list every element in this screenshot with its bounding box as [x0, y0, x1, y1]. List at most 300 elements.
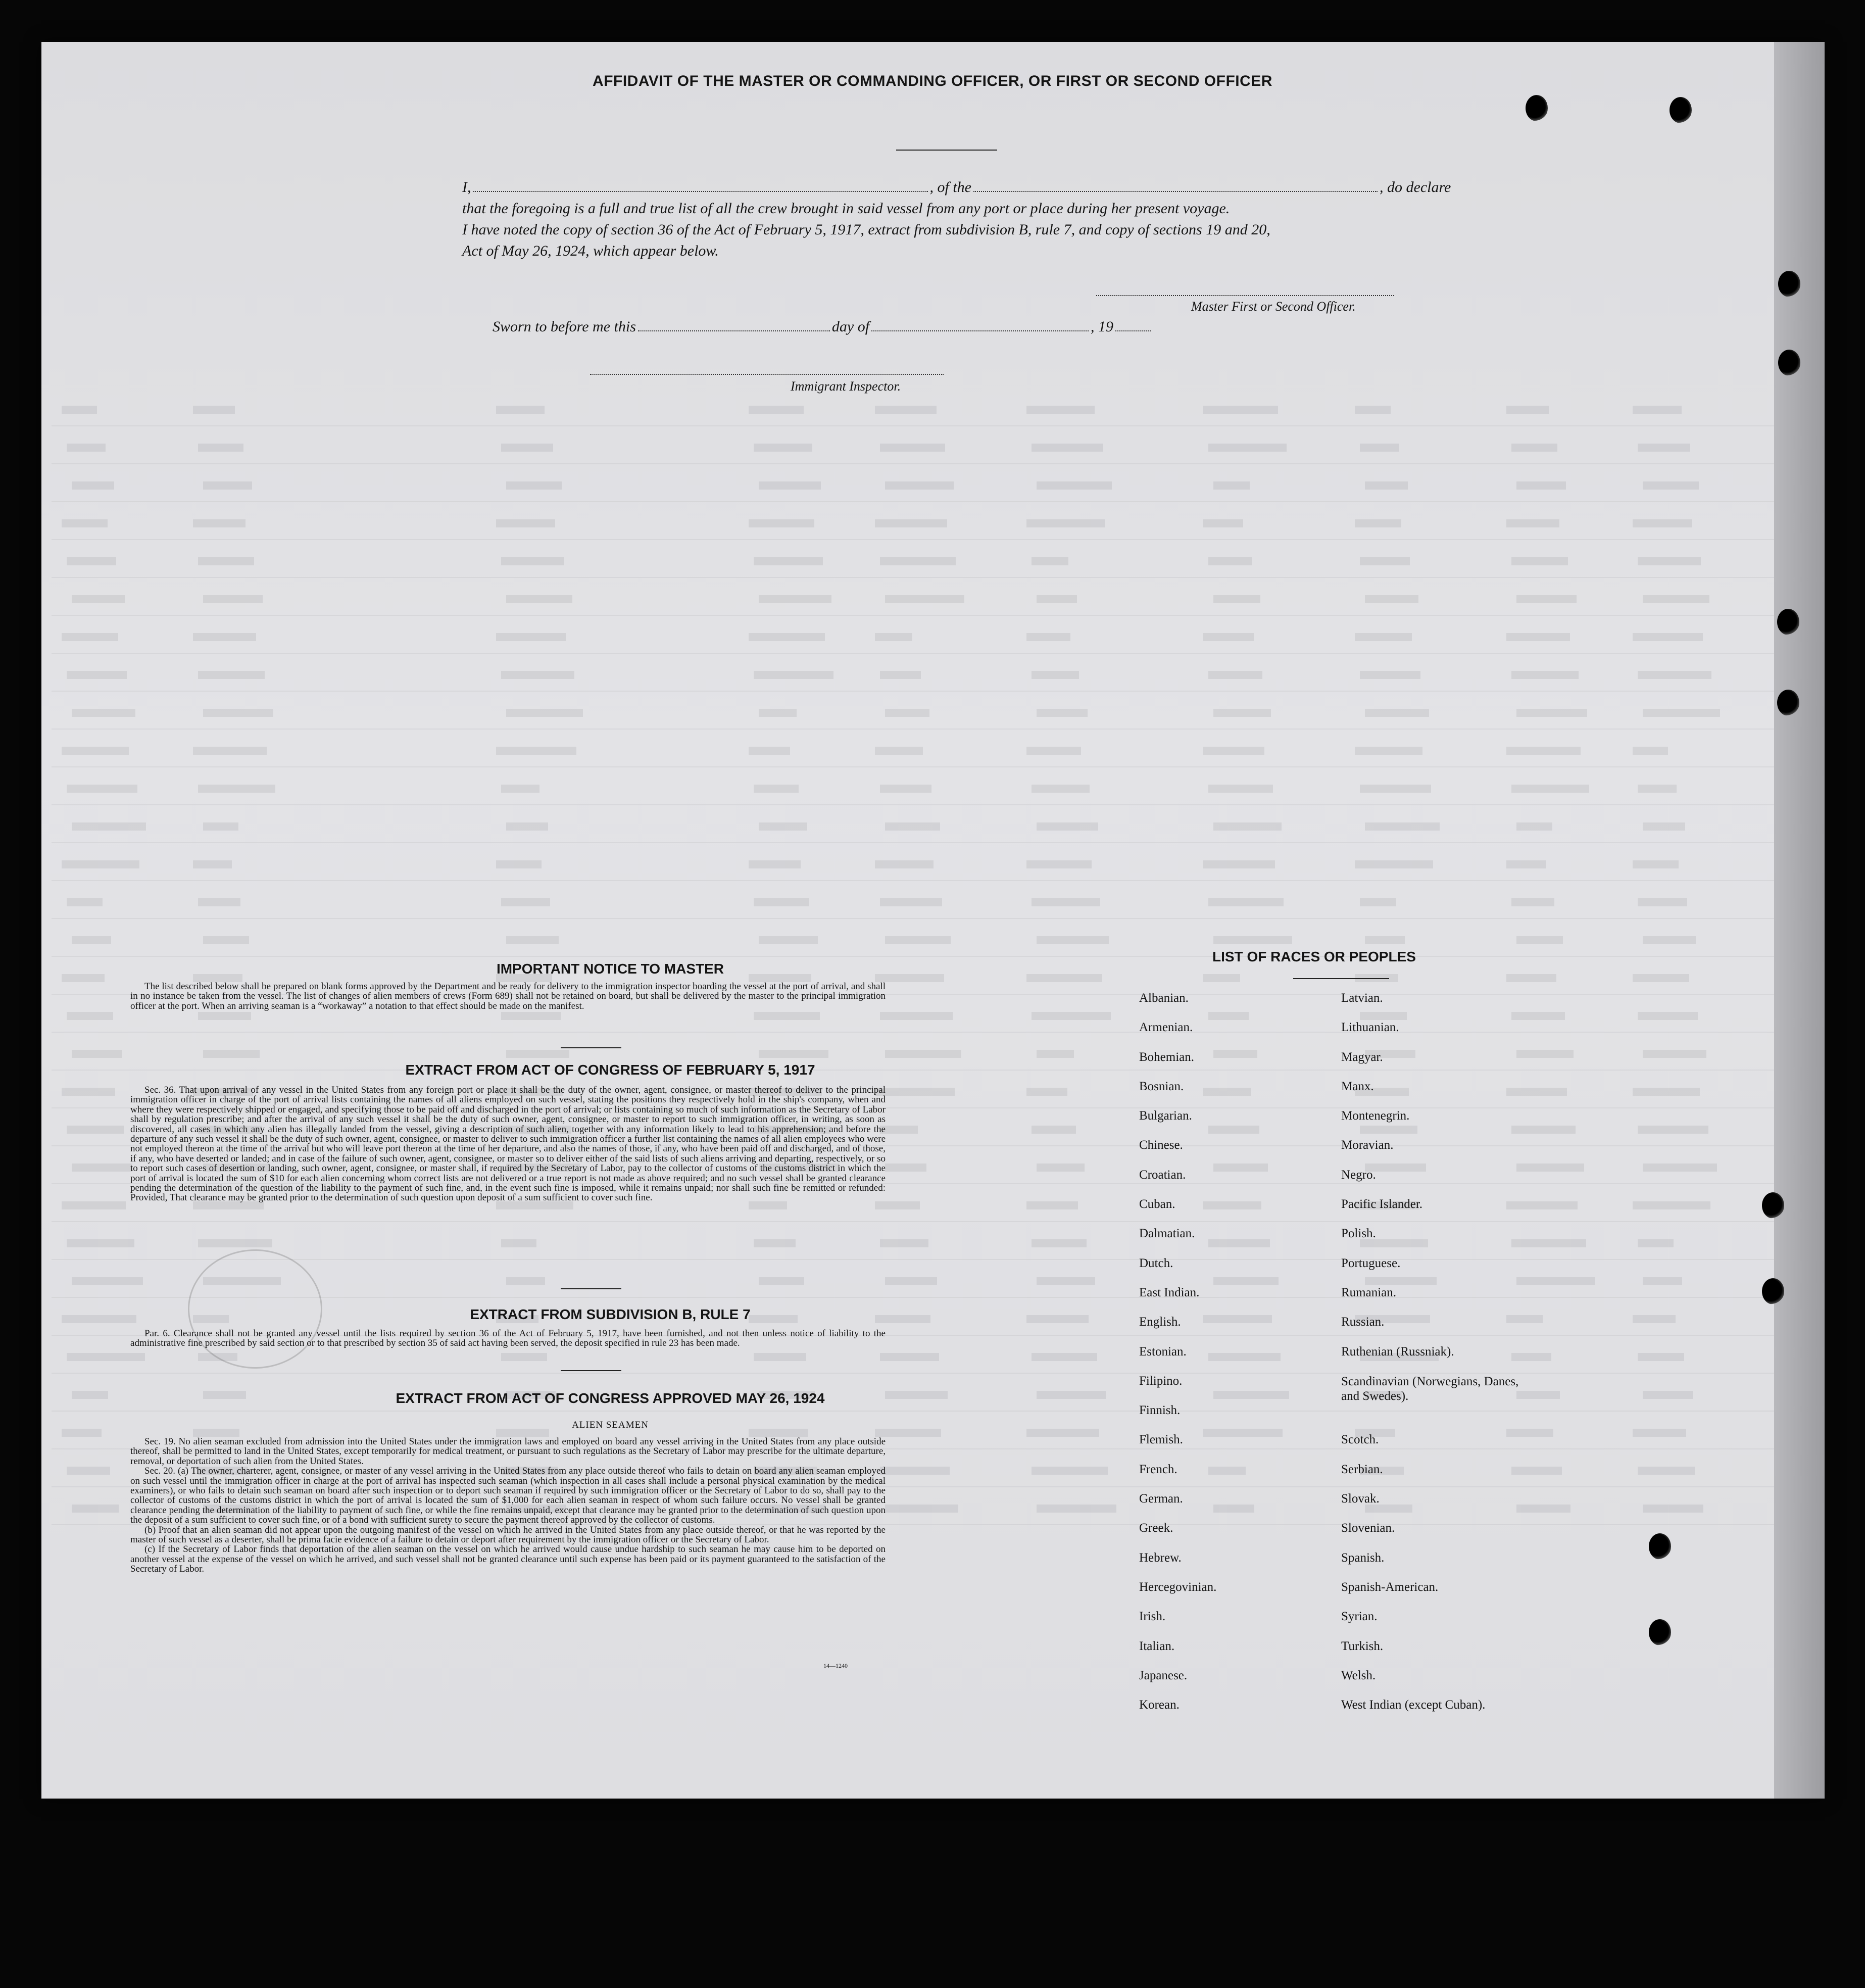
- bleed-mark: [1511, 898, 1554, 906]
- master-caption: Master First or Second Officer.: [1191, 299, 1356, 314]
- bleed-mark: [759, 1050, 828, 1058]
- bleed-mark: [501, 671, 574, 679]
- bleed-mark: [193, 860, 232, 868]
- bleed-mark: [198, 444, 243, 452]
- bleed-mark: [62, 1429, 102, 1437]
- race-item: Scotch.: [1341, 1433, 1379, 1447]
- bleed-mark: [1032, 1239, 1087, 1247]
- bleed-mark: [1360, 444, 1399, 452]
- race-item: French.: [1139, 1462, 1177, 1476]
- bleed-mark: [1026, 1315, 1089, 1323]
- declaration-text-4: Act of May 26, 1924, which appear below.: [462, 243, 719, 259]
- bleed-mark: [1032, 1126, 1076, 1134]
- bleed-mark: [506, 595, 572, 603]
- bleed-mark: [1213, 1391, 1289, 1399]
- bleed-mark: [1638, 1239, 1674, 1247]
- bleed-mark: [880, 444, 945, 452]
- bleed-mark: [1638, 1353, 1684, 1361]
- bleed-mark: [203, 936, 249, 944]
- bleed-mark: [759, 481, 821, 490]
- bleed-mark: [1203, 974, 1240, 982]
- bleed-mark: [1026, 519, 1105, 527]
- bleed-mark: [754, 898, 809, 906]
- race-item: Bohemian.: [1139, 1050, 1195, 1064]
- bleed-mark: [1506, 747, 1581, 755]
- bleed-mark: [1643, 1391, 1693, 1399]
- race-item: Greek.: [1139, 1521, 1173, 1535]
- bleed-mark: [1638, 444, 1690, 452]
- bleed-mark: [1032, 898, 1100, 906]
- races-title: LIST OF RACES OR PEOPLES: [1212, 949, 1416, 964]
- race-item: Hercegovinian.: [1139, 1580, 1217, 1594]
- bleed-mark: [759, 709, 797, 717]
- bleed-mark: [1638, 785, 1677, 793]
- bleed-mark: [1203, 519, 1243, 527]
- bleed-mark: [1208, 785, 1273, 793]
- bleed-mark: [506, 1050, 569, 1058]
- bleed-mark: [72, 1277, 143, 1285]
- bleed-mark: [759, 936, 818, 944]
- divider: [896, 150, 997, 151]
- bleed-mark: [1037, 1277, 1095, 1285]
- race-item: Magyar.: [1341, 1050, 1383, 1064]
- divider: [561, 1370, 621, 1371]
- bleed-mark: [754, 557, 823, 565]
- race-item: Syrian.: [1341, 1610, 1378, 1624]
- bleed-mark: [1026, 1088, 1067, 1096]
- declare-label: , do declare: [1380, 179, 1451, 196]
- race-item: Hebrew.: [1139, 1550, 1182, 1565]
- bleed-mark: [67, 785, 137, 793]
- bleed-mark: [1633, 406, 1682, 414]
- form-number: 14—1240: [823, 1662, 848, 1669]
- race-item: Scandinavian (Norwegians, Danes, and Swedes).: [1341, 1374, 1519, 1403]
- bleed-mark: [1643, 595, 1709, 603]
- race-item: Flemish.: [1139, 1433, 1183, 1447]
- race-item: Dutch.: [1139, 1256, 1173, 1270]
- bleed-mark: [67, 1467, 110, 1475]
- bleed-mark: [1026, 1201, 1078, 1209]
- month-field[interactable]: [871, 328, 1089, 331]
- race-item: Armenian.: [1139, 1021, 1193, 1035]
- bleed-mark: [1643, 1163, 1717, 1172]
- bleed-mark: [754, 1012, 820, 1020]
- bleed-mark: [506, 936, 559, 944]
- race-item: Rumanian.: [1341, 1285, 1397, 1299]
- bleed-mark: [1633, 1315, 1676, 1323]
- bleed-mark: [72, 595, 125, 603]
- bleed-mark: [880, 1239, 928, 1247]
- bleed-mark: [1633, 633, 1703, 641]
- bleed-mark: [1638, 1126, 1708, 1134]
- bleed-mark: [1365, 709, 1429, 717]
- bleed-mark: [1208, 444, 1287, 452]
- bleed-mark: [1208, 671, 1262, 679]
- bleed-mark: [1633, 974, 1689, 982]
- race-item: Latvian.: [1341, 991, 1383, 1005]
- bleed-mark: [193, 633, 256, 641]
- bleed-mark: [754, 1353, 806, 1361]
- bleed-mark: [72, 936, 111, 944]
- bleed-mark: [198, 1239, 272, 1247]
- bleed-mark: [501, 557, 564, 565]
- declaration-line: [462, 180, 1451, 195]
- bleed-mark: [885, 1050, 961, 1058]
- bleed-mark: [67, 1126, 124, 1134]
- bleed-mark: [880, 898, 942, 906]
- bleed-mark: [203, 595, 263, 603]
- race-item: Russian.: [1341, 1315, 1385, 1329]
- race-item: English.: [1139, 1315, 1181, 1329]
- bleed-mark: [1026, 1429, 1099, 1437]
- bleed-mark: [1638, 557, 1701, 565]
- name-field[interactable]: [473, 189, 928, 192]
- section-19-text: Sec. 19. No alien seaman excluded from admission into the United States under the immigration laws and employed on board any vessel arriving in the United States from any place outside thereof, shall be permitted to land in the United States, except temporarily for medical treatment, or pursuant to such regulations as the Secretary of Labor may prescribe for the ultimate departure, removal, or deportation of such alien from the United States.: [130, 1436, 886, 1467]
- bleed-mark: [749, 519, 814, 527]
- bleed-mark: [749, 406, 804, 414]
- bleed-mark: [72, 1391, 108, 1399]
- bleed-mark: [1037, 1163, 1085, 1172]
- bleed-mark: [1638, 671, 1711, 679]
- bleed-mark: [62, 860, 139, 868]
- race-item: Welsh.: [1341, 1668, 1376, 1682]
- race-item: Negro.: [1341, 1168, 1376, 1182]
- bleed-mark: [880, 785, 931, 793]
- race-item: Turkish.: [1341, 1639, 1384, 1653]
- bleed-mark: [193, 406, 235, 414]
- bleed-mark: [1643, 481, 1699, 490]
- bleed-mark: [885, 709, 929, 717]
- bleed-mark: [880, 557, 956, 565]
- affidavit-title: AFFIDAVIT OF THE MASTER OR COMMANDING OFFICER, OR FIRST OR SECOND OFFICER: [593, 73, 1272, 89]
- bleed-mark: [1516, 709, 1587, 717]
- bleed-mark: [754, 444, 812, 452]
- extract-1924-text: [130, 1437, 886, 1574]
- race-item: Lithuanian.: [1341, 1021, 1399, 1035]
- race-item: Montenegrin.: [1341, 1109, 1410, 1123]
- race-item: Slovenian.: [1341, 1521, 1395, 1535]
- bleed-mark: [1355, 860, 1433, 868]
- bleed-mark: [1360, 671, 1420, 679]
- bleed-mark: [1208, 557, 1252, 565]
- bleed-mark: [1213, 936, 1292, 944]
- bleed-mark: [1032, 1467, 1108, 1475]
- bleed-mark: [62, 974, 105, 982]
- bleed-mark: [880, 1353, 939, 1361]
- bleed-mark: [759, 1277, 804, 1285]
- bleed-mark: [1037, 1050, 1074, 1058]
- bleed-mark: [875, 1088, 955, 1096]
- bleed-mark: [198, 557, 254, 565]
- bleed-mark: [203, 1050, 260, 1058]
- bleed-mark: [193, 1429, 239, 1437]
- bleed-mark: [67, 444, 106, 452]
- bleed-mark: [885, 1163, 926, 1172]
- bleed-mark: [1213, 709, 1271, 717]
- bleed-mark: [1032, 785, 1090, 793]
- bleed-mark: [749, 633, 825, 641]
- bleed-mark: [754, 671, 833, 679]
- race-item: Spanish-American.: [1341, 1580, 1439, 1594]
- year-field[interactable]: [1115, 328, 1151, 331]
- punch-hole: [1778, 271, 1800, 297]
- bleed-mark: [749, 747, 790, 755]
- bleed-mark: [754, 1239, 796, 1247]
- bleed-mark: [1037, 1505, 1116, 1513]
- bleed-mark: [1037, 822, 1098, 831]
- declaration-text-2: that the foregoing is a full and true list of all the crew brought in said vessel from any port or place during her present voyage.: [462, 200, 1230, 217]
- bleed-mark: [1026, 406, 1095, 414]
- bleed-mark: [749, 860, 801, 868]
- punch-hole: [1526, 95, 1548, 121]
- races-left-column: [1139, 991, 1216, 1727]
- race-item: Dalmatian.: [1139, 1227, 1195, 1241]
- rule-7-title: EXTRACT FROM SUBDIVISION B, RULE 7: [470, 1306, 751, 1322]
- bleed-mark: [62, 519, 108, 527]
- bleed-mark: [1037, 709, 1088, 717]
- bleed-mark: [506, 822, 548, 831]
- bleed-mark: [875, 1429, 941, 1437]
- bleed-mark: [1643, 936, 1696, 944]
- rule-7-text: Par. 6. Clearance shall not be granted any vessel until the lists required by section 36 of the Act of February 5, 1917, have been furnished, and not then unless notice of liability to the administrative fine prescribed by said section or to that prescribed by section 35 of said act having been served, the deposit specified in rule 23 has been made.: [130, 1328, 886, 1349]
- race-item: Bosnian.: [1139, 1079, 1184, 1093]
- bleed-mark: [1213, 822, 1282, 831]
- bleed-mark: [1643, 1277, 1682, 1285]
- bleed-mark: [1355, 519, 1401, 527]
- bleed-mark: [1360, 898, 1396, 906]
- bleed-mark: [62, 1315, 136, 1323]
- vessel-field[interactable]: [973, 189, 1378, 192]
- bleed-mark: [885, 481, 954, 490]
- race-item: Filipino.: [1139, 1374, 1183, 1388]
- bleed-mark: [198, 898, 240, 906]
- section-20a-text: Sec. 20. (a) The owner, charterer, agent, consignee, or master of any vessel arriving in the United States from any place outside thereof who fails to detain on board any alien seaman employed on such vessel until the immigration officer in charge at the port of arrival has inspected such seaman (which inspection in all cases shall include a personal physical examination by the medical examiners), or who fails to detain such seaman on board after such inspection or to deport such seaman if required by such immigration officer or the Secretary of Labor to do so, shall pay to the collector of customs of the customs district in which the port of arrival is located the sum of $1,000 for each alien seaman in respect of whom such failure occurs. No vessel shall be granted clearance pending the determination of the liability to payment of such fine, or while the fine remains unpaid, except that clearance may be granted prior to the determination of such question upon the deposit of a sum sufficient to cover such fine, or of a bond with sufficient surety to secure the payment thereof approved by the collector of customs.: [130, 1466, 886, 1526]
- race-item: Korean.: [1139, 1698, 1180, 1712]
- inspector-signature-line[interactable]: [590, 374, 944, 375]
- bleed-mark: [72, 1163, 132, 1172]
- bleed-mark: [1026, 633, 1070, 641]
- bleed-mark: [62, 406, 97, 414]
- extract-1924-title: EXTRACT FROM ACT OF CONGRESS APPROVED MAY 26, 1924: [396, 1390, 825, 1406]
- bleed-mark: [1633, 860, 1679, 868]
- extract-1917-text: Sec. 36. That upon arrival of any vessel in the United States from any foreign port or place it shall be the duty of the owner, agent, consignee, or master thereof to deliver to the principal immigration officer in charge of the port of arrival lists containing the names of all aliens employed on such vessel, stating the positions they respectively hold in the ship's company, when and where they were respectively shipped or engaged, and specifying those to be paid off and discharged in the port of arrival; or lists containing so much of such information as the Secretary of Labor shall by regulation prescribe; and after the arrival of any such vessel it shall be the duty of such owner, agent, consignee, or master to report to such immigration officer, in writing, as soon as discovered, all cases in which any alien has illegally landed from the vessel, giving a description of such alien, together with any information likely to lead to his apprehension; and before the departure of any such vessel it shall be the duty of such owner, agent, consignee, or master to deliver to such immigration officer a further list containing the names of all alien employees who were not employed thereon at the time of the arrival but who will leave port thereon at the time of her departure, and also the names of those, if any, who have been paid off and discharged, and of those, if any, who have deserted or landed; and in case of the failure of such owner, agent, consignee, or master so to deliver either of the said lists of such aliens arriving and departing, respectively, or so to report such cases of desertion or landing, such owner, agent, consignee, or master shall, if required by the Secretary of Labor, pay to the collector of customs of the customs district in which the port of arrival is located the sum of $10 for each alien concerning whom correct lists are not delivered or a true report is not made as above required; and no such vessel shall be granted clearance pending the determination of the question of the liability to the payment of such fine, and, in the event such fine is imposed, while it remains unpaid; nor shall such fine be remitted or refunded: Provided, That clearance may be granted prior to the determination of such question upon deposit of a sum sufficient to cover such fine.: [130, 1085, 886, 1203]
- bleed-mark: [198, 785, 275, 793]
- bleed-mark: [1037, 1391, 1106, 1399]
- bleed-mark: [1026, 747, 1081, 755]
- bleed-mark: [501, 1239, 536, 1247]
- bleed-mark: [1638, 1012, 1698, 1020]
- race-item: Polish.: [1341, 1227, 1376, 1241]
- race-item: Serbian.: [1341, 1462, 1383, 1476]
- bleed-mark: [1638, 898, 1687, 906]
- inspector-caption: Immigrant Inspector.: [791, 379, 901, 394]
- bleed-mark: [880, 671, 921, 679]
- bleed-mark: [1213, 595, 1260, 603]
- year-label: , 19: [1091, 318, 1114, 335]
- race-item: Manx.: [1341, 1079, 1374, 1093]
- bleed-mark: [506, 709, 583, 717]
- bleed-mark: [1213, 1163, 1268, 1172]
- bleed-mark: [496, 747, 576, 755]
- race-item: Japanese.: [1139, 1668, 1188, 1682]
- bleed-mark: [203, 709, 273, 717]
- bleed-mark: [1026, 974, 1102, 982]
- notice-title: IMPORTANT NOTICE TO MASTER: [496, 961, 724, 977]
- bleed-mark: [875, 860, 934, 868]
- bleed-mark: [506, 1277, 545, 1285]
- bleed-mark: [885, 822, 940, 831]
- bleed-mark: [1506, 406, 1549, 414]
- bleed-mark: [1643, 709, 1720, 717]
- bleed-mark: [62, 747, 129, 755]
- race-item: East Indian.: [1139, 1285, 1200, 1299]
- alien-seamen-subtitle: ALIEN SEAMEN: [572, 1420, 649, 1430]
- bleed-mark: [62, 1088, 115, 1096]
- race-item: Italian.: [1139, 1639, 1175, 1653]
- race-item: Bulgarian.: [1139, 1109, 1192, 1123]
- bleed-mark: [62, 633, 118, 641]
- bleed-mark: [1213, 1050, 1257, 1058]
- bleed-mark: [1511, 557, 1568, 565]
- bleed-mark: [885, 1277, 937, 1285]
- race-item: Irish.: [1139, 1610, 1166, 1624]
- punch-hole: [1649, 1533, 1671, 1560]
- bleed-mark: [501, 898, 550, 906]
- bleed-mark: [1032, 444, 1103, 452]
- bleed-mark: [1213, 1505, 1254, 1513]
- bleed-mark: [1365, 595, 1418, 603]
- bleed-mark: [496, 633, 566, 641]
- bleed-mark: [1506, 519, 1559, 527]
- punch-hole: [1649, 1619, 1671, 1645]
- bleed-mark: [1365, 936, 1405, 944]
- bleed-mark: [193, 747, 267, 755]
- bleed-mark: [1360, 785, 1431, 793]
- bleed-mark: [875, 633, 912, 641]
- race-item: Portuguese.: [1341, 1256, 1401, 1270]
- race-item: Cuban.: [1139, 1197, 1175, 1211]
- bleed-mark: [1643, 1505, 1703, 1513]
- bleed-mark: [1643, 822, 1685, 831]
- bleed-mark: [875, 406, 937, 414]
- page-edge: [1774, 42, 1825, 1799]
- bleed-mark: [62, 1201, 126, 1209]
- of-the-label: , of the: [929, 179, 971, 196]
- bleed-mark: [880, 1012, 953, 1020]
- bleed-mark: [1355, 633, 1412, 641]
- bleed-mark: [67, 1012, 113, 1020]
- punch-hole: [1670, 97, 1692, 123]
- bleed-mark: [67, 898, 103, 906]
- bleed-mark: [880, 1126, 918, 1134]
- bleed-mark: [1355, 406, 1391, 414]
- bleed-mark: [1643, 1050, 1706, 1058]
- bleed-mark: [203, 822, 238, 831]
- race-item: West Indian (except Cuban).: [1341, 1698, 1486, 1712]
- bleed-mark: [759, 595, 831, 603]
- section-20b-text: (b) Proof that an alien seaman did not appear upon the outgoing manifest of the vessel on which he arrived in the United States from any place outside thereof, or that he was reported by the master of such vessel as a deserter, shall be prima facie evidence of a failure to detain or deport after requirement by the immigration officer or the Secretary of Labor.: [130, 1524, 886, 1545]
- bleed-mark: [501, 1353, 547, 1361]
- race-item: Spanish.: [1341, 1550, 1385, 1565]
- sworn-line: [493, 319, 1153, 334]
- bleed-mark: [885, 1505, 958, 1513]
- bleed-mark: [1365, 822, 1440, 831]
- sworn-date-field[interactable]: [638, 328, 830, 331]
- race-item: Croatian.: [1139, 1168, 1186, 1182]
- bleed-mark: [1037, 936, 1109, 944]
- race-item: German.: [1139, 1492, 1183, 1506]
- bleed-mark: [67, 1239, 134, 1247]
- race-item: Moravian.: [1341, 1138, 1394, 1152]
- race-item: Pacific Islander.: [1341, 1197, 1423, 1211]
- race-item: Albanian.: [1139, 991, 1189, 1005]
- race-item: Finnish.: [1139, 1403, 1181, 1418]
- bleed-mark: [1633, 1429, 1686, 1437]
- bleed-mark: [885, 595, 964, 603]
- bleed-mark: [1203, 747, 1264, 755]
- bleed-mark: [1633, 1201, 1710, 1209]
- bleed-mark: [754, 785, 799, 793]
- bleed-mark: [1026, 860, 1092, 868]
- race-item: Chinese.: [1139, 1138, 1183, 1152]
- bleed-mark: [1032, 1012, 1111, 1020]
- bleed-mark: [1511, 671, 1579, 679]
- bleed-mark: [1506, 633, 1570, 641]
- bleed-mark: [885, 936, 951, 944]
- bleed-mark: [501, 444, 553, 452]
- master-signature-line[interactable]: [1096, 295, 1394, 296]
- punch-hole: [1777, 690, 1799, 716]
- bleed-mark: [501, 785, 539, 793]
- bleed-mark: [1037, 595, 1077, 603]
- bleed-mark: [1032, 557, 1068, 565]
- divider: [561, 1288, 621, 1289]
- bleed-mark: [1516, 822, 1552, 831]
- bleed-mark: [1516, 595, 1577, 603]
- bleed-mark: [72, 709, 135, 717]
- punch-hole: [1762, 1278, 1784, 1304]
- bleed-mark: [1638, 1467, 1695, 1475]
- bleed-mark: [72, 1505, 119, 1513]
- bleed-mark: [1208, 1239, 1270, 1247]
- race-item: Ruthenian (Russniak).: [1341, 1344, 1454, 1359]
- bleed-mark: [1213, 1277, 1279, 1285]
- bleed-mark: [1516, 936, 1563, 944]
- bleed-mark: [1208, 898, 1284, 906]
- notice-text: The list described below shall be prepared on blank forms approved by the Department and be ready for delivery to the immigration inspector boarding the vessel at the port of arrival, and shall in no instance be taken from the vessel. The list of changes of alien members of crews (Form 689) shall not be retained on board, but shall be delivered by the master to the principal immigration officer at the port. When an arriving seaman is a “workaway” a notation to that effect should be made on the manifest.: [130, 981, 886, 1011]
- bleed-mark: [1203, 860, 1275, 868]
- i-label: I,: [462, 179, 471, 196]
- bleed-mark: [198, 671, 265, 679]
- bleed-mark: [496, 860, 542, 868]
- races-right-column: [1341, 991, 1533, 1727]
- declaration-text-3: I have noted the copy of section 36 of the Act of February 5, 1917, extract from subdivision B, rule 7, and copy of sections 19 and 20,: [462, 221, 1270, 238]
- bleed-mark: [67, 1353, 145, 1361]
- bleed-mark: [1355, 747, 1422, 755]
- bleed-mark: [1037, 481, 1112, 490]
- bleed-mark: [193, 519, 246, 527]
- bleed-mark: [496, 519, 555, 527]
- bleed-mark: [496, 406, 545, 414]
- extract-1917-title: EXTRACT FROM ACT OF CONGRESS OF FEBRUARY 5, 1917: [405, 1062, 815, 1078]
- race-item: Estonian.: [1139, 1344, 1187, 1359]
- punch-hole: [1777, 609, 1799, 635]
- bleed-mark: [875, 747, 923, 755]
- bleed-mark: [72, 822, 146, 831]
- divider: [1293, 978, 1389, 979]
- bleed-mark: [880, 1467, 950, 1475]
- bleed-mark: [875, 519, 947, 527]
